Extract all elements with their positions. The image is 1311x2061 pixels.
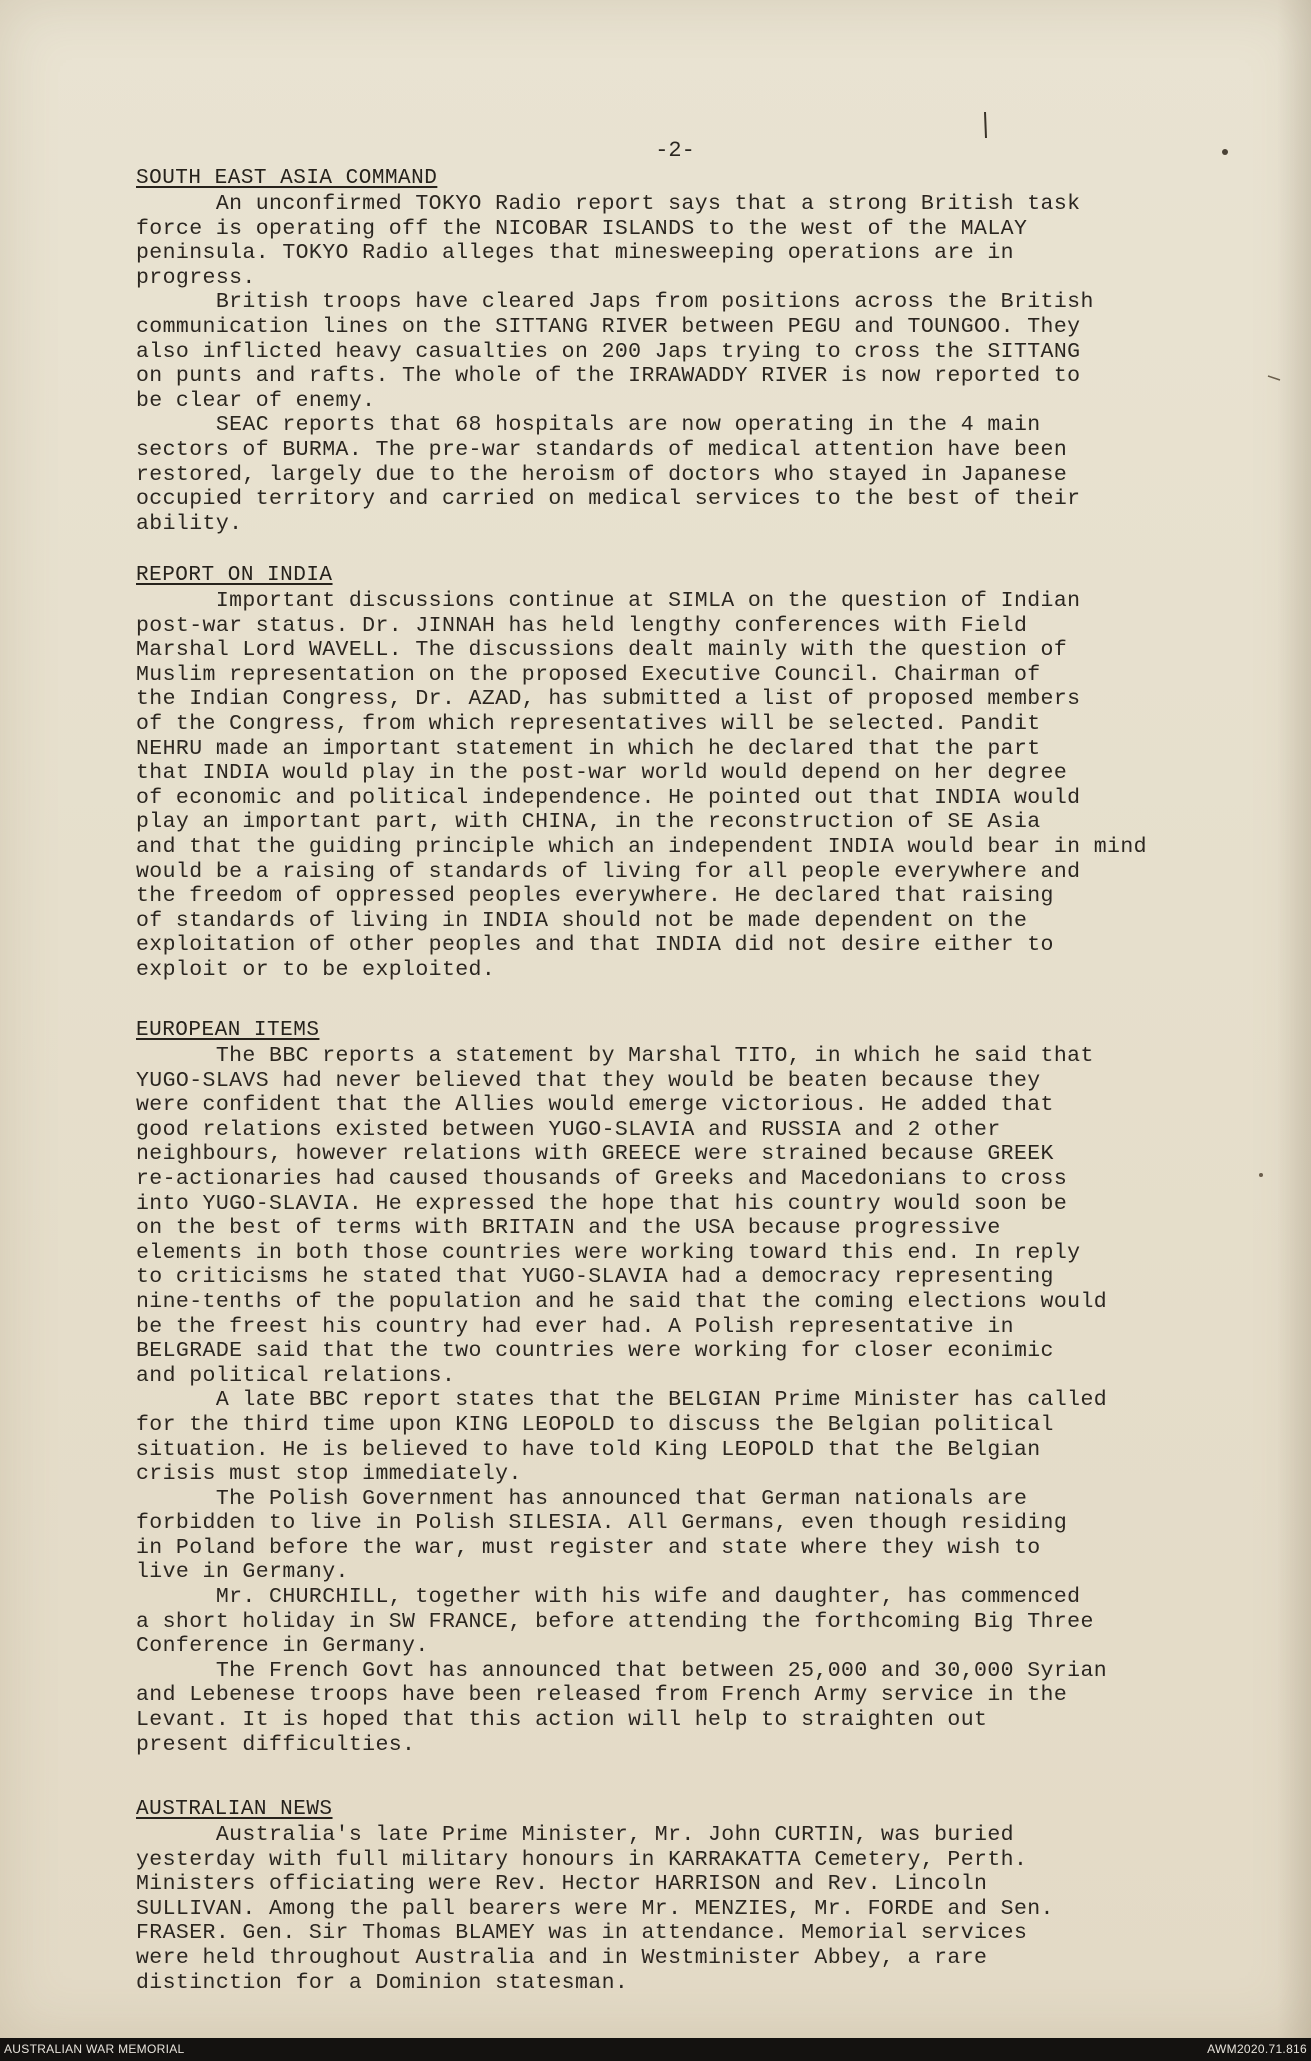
text-line: the Indian Congress, Dr. AZAD, has submitted a list of proposed members	[136, 687, 1081, 712]
text-line: present difficulties.	[136, 1732, 416, 1757]
text-line: play an important part, with CHINA, in the reconstruction of SE Asia	[136, 810, 1041, 835]
text-line: nine-tenths of the population and he said that the coming elections would	[136, 1289, 1108, 1314]
text-line: restored, largely due to the heroism of doctors who stayed in Japanese	[136, 462, 1068, 487]
text-line: YUGO-SLAVS had never believed that they would be beaten because they	[136, 1068, 1041, 1093]
text-line: into YUGO-SLAVIA. He expressed the hope that his country would soon be	[136, 1191, 1068, 1216]
text-line: communication lines on the SITTANG RIVER between PEGU and TOUNGOO. They	[136, 314, 1081, 339]
text-line: neighbours, however relations with GREECE were strained because GREEK	[136, 1142, 1054, 1167]
section-heading: SOUTH EAST ASIA COMMAND	[136, 167, 438, 190]
text-line: BELGRADE said that the two countries were working for closer econimic	[136, 1339, 1054, 1364]
text-line: crisis must stop immediately.	[136, 1462, 522, 1487]
text-line: British troops have cleared Japs from positions across the British	[136, 290, 1094, 315]
text-line: SULLIVAN. Among the pall bearers were Mr. MENZIES, Mr. FORDE and Sen.	[136, 1896, 1054, 1921]
text-line: that INDIA would play in the post-war world would depend on her degree	[136, 761, 1068, 786]
text-line: for the third time upon KING LEOPOLD to discuss the Belgian political	[136, 1412, 1054, 1437]
section-heading: REPORT ON INDIA	[136, 564, 333, 587]
text-line: Conference in Germany.	[136, 1634, 429, 1659]
text-line: be clear of enemy.	[136, 388, 376, 413]
text-line: occupied territory and carried on medical services to the best of their	[136, 487, 1081, 512]
section-australian-news	[136, 1797, 1266, 1995]
text-line: were confident that the Allies would emerge victorious. He added that	[136, 1093, 1054, 1118]
text-line: Ministers officiating were Rev. Hector HARRISON and Rev. Lincoln	[136, 1872, 988, 1897]
text-line: to criticisms he stated that YUGO-SLAVIA had a democracy representing	[136, 1265, 1054, 1290]
footer-accession-number: AWM2020.71.816	[1207, 2042, 1307, 2056]
text-line: ability.	[136, 511, 243, 536]
text-line: were held throughout Australia and in Westminister Abbey, a rare	[136, 1945, 988, 1970]
text-line: re-actionaries had caused thousands of Greeks and Macedonians to cross	[136, 1166, 1068, 1191]
text-line: distinction for a Dominion statesman.	[136, 1970, 629, 1995]
text-line: peninsula. TOKYO Radio alleges that minesweeping operations are in	[136, 241, 1014, 266]
text-line: Important discussions continue at SIMLA on the question of Indian	[136, 589, 1081, 613]
section-european-items	[136, 1018, 1266, 1757]
text-line: Mr. CHURCHILL, together with his wife and daughter, has commenced	[136, 1585, 1081, 1610]
section-report-on-india	[136, 563, 1266, 983]
margin-pen-mark	[985, 112, 986, 138]
text-line: and Lebenese troops have been released from French Army service in the	[136, 1683, 1068, 1708]
text-line: sectors of BURMA. The pre-war standards of medical attention have been	[136, 437, 1068, 462]
text-line: Marshal Lord WAVELL. The discussions dealt mainly with the question of	[136, 638, 1068, 663]
text-line: The BBC reports a statement by Marshal TITO, in which he said that	[136, 1044, 1094, 1068]
text-line: exploit or to be exploited.	[136, 957, 496, 982]
text-line: in Poland before the war, must register and state where they wish to	[136, 1535, 1041, 1560]
paper-speck	[1268, 376, 1280, 380]
text-line: The French Govt has announced that between 25,000 and 30,000 Syrian	[136, 1658, 1108, 1683]
text-line: Levant. It is hoped that this action will help to straighten out	[136, 1708, 988, 1733]
text-line: FRASER. Gen. Sir Thomas BLAMEY was in attendance. Memorial services	[136, 1921, 1028, 1946]
text-line: and that the guiding principle which an independent INDIA would bear in mind	[136, 834, 1147, 859]
text-line: Muslim representation on the proposed Executive Council. Chairman of	[136, 662, 1041, 687]
text-line: good relations existed between YUGO-SLAVIA and RUSSIA and 2 other	[136, 1117, 1001, 1142]
section-south-east-asia-command	[136, 166, 1266, 536]
section-heading: EUROPEAN ITEMS	[136, 1019, 320, 1042]
text-line: on punts and rafts. The whole of the IRRAWADDY RIVER is now reported to	[136, 364, 1081, 389]
text-line: elements in both those countries were working toward this end. In reply	[136, 1240, 1081, 1265]
text-line: NEHRU made an important statement in which he declared that the part	[136, 736, 1041, 761]
text-line: force is operating off the NICOBAR ISLANDS to the west of the MALAY	[136, 216, 1028, 241]
text-line: post-war status. Dr. JINNAH has held lengthy conferences with Field	[136, 613, 1028, 638]
text-line: and political relations.	[136, 1363, 456, 1388]
text-line: progress.	[136, 265, 256, 290]
text-line: A late BBC report states that the BELGIAN Prime Minister has called	[136, 1388, 1108, 1413]
text-line: would be a raising of standards of living for all people everywhere and	[136, 859, 1081, 884]
text-line: Australia's late Prime Minister, Mr. John CURTIN, was buried	[136, 1823, 1014, 1847]
text-line: An unconfirmed TOKYO Radio report says that a strong British task	[136, 192, 1081, 216]
paper-speck	[1222, 149, 1228, 155]
text-line: a short holiday in SW FRANCE, before attending the forthcoming Big Three	[136, 1609, 1094, 1634]
text-line: yesterday with full military honours in KARRAKATTA Cemetery, Perth.	[136, 1847, 1028, 1872]
text-line: The Polish Government has announced that German nationals are	[136, 1486, 1028, 1511]
text-line: be the freest his country had ever had. A Polish representative in	[136, 1314, 1014, 1339]
text-line: exploitation of other peoples and that INDIA did not desire either to	[136, 933, 1054, 958]
page-number: -2-	[655, 138, 695, 163]
text-line: on the best of terms with BRITAIN and the USA because progressive	[136, 1216, 1001, 1241]
text-line: also inflicted heavy casualties on 200 Japs trying to cross the SITTANG	[136, 339, 1081, 364]
section-heading: AUSTRALIAN NEWS	[136, 1798, 333, 1821]
text-line: of standards of living in INDIA should not be made dependent on the	[136, 908, 1028, 933]
text-line: live in Germany.	[136, 1560, 349, 1585]
text-line: of the Congress, from which representatives will be selected. Pandit	[136, 711, 1041, 736]
text-line: of economic and political independence. He pointed out that INDIA would	[136, 785, 1081, 810]
text-line: forbidden to live in Polish SILESIA. All Germans, even though residing	[136, 1511, 1068, 1536]
text-line: the freedom of oppressed peoples everywhere. He declared that raising	[136, 884, 1054, 909]
text-line: situation. He is believed to have told King LEOPOLD that the Belgian	[136, 1437, 1041, 1462]
text-line: SEAC reports that 68 hospitals are now operating in the 4 main	[136, 413, 1041, 438]
footer-institution: AUSTRALIAN WAR MEMORIAL	[4, 2042, 185, 2056]
